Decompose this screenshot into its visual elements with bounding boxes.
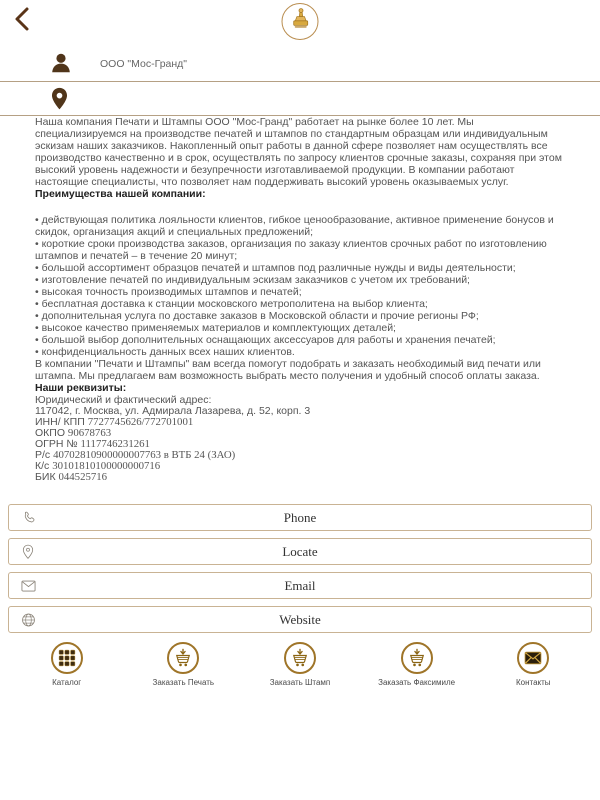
location-row[interactable] (0, 82, 600, 116)
cart-icon (167, 642, 199, 674)
locate-button-label: Locate (282, 543, 318, 559)
nav-item-order-print[interactable] (127, 642, 239, 687)
globe-icon (21, 612, 36, 627)
address-label: Юридический и фактический адрес: (35, 394, 212, 406)
advantage-item: • высокое качество применяемых материалов и комплектующих деталей; (35, 322, 565, 334)
advantage-item: • бесплатная доставка к станции московского метрополитена на выбор клиента; (35, 298, 565, 310)
header (0, 0, 600, 46)
email-button-label: Email (284, 577, 316, 593)
stamp-seal-icon (288, 7, 312, 36)
advantage-item: • дополнительная услуга по доставке заказов в Московской области и прочие регионы РФ; (35, 310, 565, 322)
requisites-title: Наши реквизиты: (35, 382, 127, 394)
back-button[interactable] (10, 6, 34, 34)
requisite-value: 7727745626/772701001 (87, 416, 194, 428)
location-icon (21, 544, 35, 560)
requisite-value: 90678763 (67, 427, 112, 439)
advantage-item: • большой выбор дополнительных оснащающих аксессуаров для работы и хранения печатей; (35, 334, 565, 346)
nav-label: Заказать Штамп (269, 678, 331, 687)
company-logo (282, 3, 319, 40)
bottom-nav (0, 642, 600, 687)
advantage-item: • изготовление печатей по индивидуальным эскизам заказчиков с учетом их требований; (35, 274, 565, 286)
advantages-title: Преимущества нашей компании: (35, 188, 206, 200)
nav-label: Контакты (516, 678, 551, 687)
company-intro-text: Наша компания Печати и Штампы ООО "Мос-Гранд" работает на рынке более 10 лет. Мы специализируемся на производстве печатей и штампов по стандартным образцам или индивидуальным эскизам наших заказчиков. Накопленный опыт работы в данной сфере позволяет нам осуществлять все производство качественно и в срок, осуществлять по запросу клиентов срочные заказы, сохраняя при этом высокий уровень надежности и безупречности изготавливаемой продукции. В компании работают настоящие специалисты, что позволяет нам поддерживать высокий уровень оказываемых услуг. (35, 116, 562, 188)
requisite-value: 1117746231261 (80, 438, 150, 450)
advantage-item: • действующая политика лояльности клиентов, гибкое ценообразование, активное применение бонусов и скидок, организация акций и специальных предложений; (35, 214, 565, 238)
catalog-grid-icon (51, 642, 83, 674)
advantage-item: • большой ассортимент образцов печатей и штампов под различные нужды и виды деятельности; (35, 262, 565, 274)
requisite-value: 40702810900000007763 в ВТБ 24 (ЗАО) (53, 449, 236, 461)
requisite-bik (35, 472, 565, 483)
nav-label: Каталог (52, 678, 82, 687)
email-button[interactable] (8, 572, 592, 599)
website-button-label: Website (279, 611, 321, 627)
requisite-inn-kpp (35, 417, 565, 428)
envelope-icon (517, 642, 549, 674)
cart-icon (284, 642, 316, 674)
cart-icon (401, 642, 433, 674)
requisite-value: 30101810100000000716 (52, 460, 161, 472)
nav-label: Заказать Печать (152, 678, 215, 687)
requisite-label: ИНН/ КПП (35, 416, 85, 428)
map-pin-icon (50, 87, 74, 111)
advantage-item: • короткие сроки производства заказов, организация по заказу клиентов срочных работ по изготовлению штампов и печатей – в течение 20 минут; (35, 238, 565, 262)
advantages-list (35, 214, 565, 358)
advantage-item: • конфиденциальность данных всех наших клиентов. (35, 346, 565, 358)
nav-item-contacts[interactable] (477, 642, 589, 687)
company-name: ООО "Мос-Гранд" (100, 57, 188, 70)
email-icon (21, 580, 36, 592)
person-icon (50, 52, 74, 76)
contact-actions (0, 504, 600, 633)
requisite-ks (35, 461, 565, 472)
requisite-label: Р/с (35, 449, 51, 461)
advantage-item: • высокая точность производимых штампов и печатей; (35, 286, 565, 298)
nav-label: Заказать Факсимиле (378, 678, 456, 687)
phone-icon (21, 510, 36, 525)
website-button[interactable] (8, 606, 592, 633)
nav-item-order-facsimile[interactable] (361, 642, 473, 687)
nav-item-catalog[interactable] (11, 642, 123, 687)
nav-item-order-stamp[interactable] (244, 642, 356, 687)
chevron-left-icon (11, 20, 33, 35)
locate-button[interactable] (8, 538, 592, 565)
requisite-label: ОКПО (35, 427, 65, 439)
phone-button-label: Phone (283, 509, 317, 525)
requisite-label: ОГРН № (35, 438, 78, 450)
about-section (0, 116, 600, 483)
requisite-label: БИК (35, 471, 56, 483)
requisite-label: К/с (35, 460, 50, 472)
phone-button[interactable] (8, 504, 592, 531)
address-value: 117042, г. Москва, ул. Адмирала Лазарева, д. 52, корп. 3 (35, 405, 311, 417)
requisite-value: 044525716 (58, 471, 108, 483)
company-row[interactable] (0, 46, 600, 82)
closing-text: В компании "Печати и Штампы" вам всегда помогут подобрать и заказать необходимый вид печати или штампа. Мы предлагаем вам возможность выбрать место получения и удобный способ оплаты заказа. (35, 358, 541, 382)
